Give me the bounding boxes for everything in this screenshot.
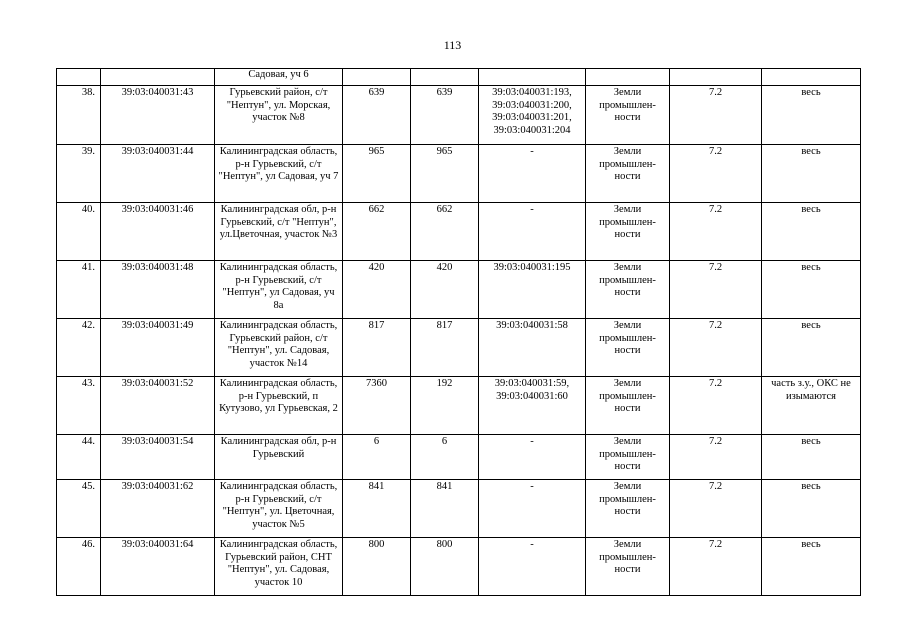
- table-row: [57, 377, 861, 435]
- cell-extent: весь: [762, 435, 861, 480]
- cell-extent: весь: [762, 319, 861, 377]
- cell-extent: весь: [762, 203, 861, 261]
- cell-cadastral: 39:03:040031:48: [101, 261, 215, 319]
- cell-objects: -: [479, 435, 586, 480]
- cell-objects: 39:03:040031:58: [479, 319, 586, 377]
- cell-area-total: 817: [343, 319, 411, 377]
- cell-area-total: [343, 69, 411, 86]
- cell-category: Земли промышлен-ности: [586, 538, 670, 596]
- cell-area-total: 662: [343, 203, 411, 261]
- cell-cadastral: 39:03:040031:54: [101, 435, 215, 480]
- cell-area-total: 639: [343, 86, 411, 145]
- cell-category: Земли промышлен-ности: [586, 203, 670, 261]
- cell-cadastral: 39:03:040031:49: [101, 319, 215, 377]
- cell-code: [670, 69, 762, 86]
- land-plot-table: [56, 68, 861, 596]
- cell-code: 7.2: [670, 435, 762, 480]
- cell-category: Земли промышлен-ности: [586, 319, 670, 377]
- cell-objects: -: [479, 480, 586, 538]
- table-row: [57, 203, 861, 261]
- table-row: [57, 145, 861, 203]
- cell-cadastral: 39:03:040031:43: [101, 86, 215, 145]
- cell-num: 38.: [57, 86, 101, 145]
- cell-extent: весь: [762, 86, 861, 145]
- cell-extent: весь: [762, 145, 861, 203]
- cell-address: Калининградская область, р-н Гурьевский, п Кутузово, ул Гурьевская, 2: [215, 377, 343, 435]
- cell-address: Садовая, уч 6: [215, 69, 343, 86]
- cell-area-seized: 965: [411, 145, 479, 203]
- cell-area-seized: 841: [411, 480, 479, 538]
- cell-cadastral: 39:03:040031:44: [101, 145, 215, 203]
- page-number: 113: [443, 38, 462, 52]
- cell-num: 46.: [57, 538, 101, 596]
- cell-objects: [479, 69, 586, 86]
- cell-cadastral: 39:03:040031:46: [101, 203, 215, 261]
- cell-code: 7.2: [670, 480, 762, 538]
- cell-cadastral: 39:03:040031:52: [101, 377, 215, 435]
- cell-extent: весь: [762, 538, 861, 596]
- cell-category: [586, 69, 670, 86]
- table-row-continuation: [57, 69, 861, 86]
- cell-category: Земли промышлен-ности: [586, 480, 670, 538]
- table-row: [57, 435, 861, 480]
- table-row: [57, 319, 861, 377]
- cell-objects: -: [479, 538, 586, 596]
- cell-address: Калининградская область, р-н Гурьевский, с/т "Нептун", ул Садовая, уч 8а: [215, 261, 343, 319]
- cell-area-total: 6: [343, 435, 411, 480]
- cell-area-total: 420: [343, 261, 411, 319]
- cell-area-seized: 817: [411, 319, 479, 377]
- cell-extent: [762, 69, 861, 86]
- cell-area-seized: 6: [411, 435, 479, 480]
- cell-num: 41.: [57, 261, 101, 319]
- cell-num: 43.: [57, 377, 101, 435]
- cell-address: Калининградская область, р-н Гурьевский, с/т "Нептун", ул. Цветочная, участок №5: [215, 480, 343, 538]
- cell-num: 45.: [57, 480, 101, 538]
- cell-area-seized: 800: [411, 538, 479, 596]
- cell-code: 7.2: [670, 145, 762, 203]
- cell-code: 7.2: [670, 319, 762, 377]
- cell-num: 44.: [57, 435, 101, 480]
- cell-area-total: 965: [343, 145, 411, 203]
- table-row: [57, 480, 861, 538]
- cell-extent: весь: [762, 480, 861, 538]
- cell-code: 7.2: [670, 86, 762, 145]
- cell-code: 7.2: [670, 377, 762, 435]
- table-row: [57, 538, 861, 596]
- cell-category: Земли промышлен-ности: [586, 145, 670, 203]
- table-row: [57, 86, 861, 145]
- cell-address: Калининградская обл, р-н Гурьевский, с/т "Нептун", ул.Цветочная, участок №3: [215, 203, 343, 261]
- cell-address: Калининградская область, Гурьевский район, СНТ "Нептун", ул. Садовая, участок 10: [215, 538, 343, 596]
- cell-cadastral: 39:03:040031:64: [101, 538, 215, 596]
- cell-num: 42.: [57, 319, 101, 377]
- cell-objects: 39:03:040031:193, 39:03:040031:200, 39:03:040031:201, 39:03:040031:204: [479, 86, 586, 145]
- cell-address: Калининградская обл, р-н Гурьевский: [215, 435, 343, 480]
- cell-cadastral: 39:03:040031:62: [101, 480, 215, 538]
- cell-objects: -: [479, 145, 586, 203]
- cell-area-seized: 420: [411, 261, 479, 319]
- cell-area-total: 800: [343, 538, 411, 596]
- cell-area-seized: 639: [411, 86, 479, 145]
- cell-objects: -: [479, 203, 586, 261]
- cell-category: Земли промышлен-ности: [586, 261, 670, 319]
- cell-code: 7.2: [670, 203, 762, 261]
- cell-area-seized: [411, 69, 479, 86]
- cell-code: 7.2: [670, 538, 762, 596]
- cell-address: Гурьевский район, с/т "Нептун", ул. Морская, участок №8: [215, 86, 343, 145]
- cell-address: Калининградская область, Гурьевский район, с/т "Нептун", ул. Садовая, участок №14: [215, 319, 343, 377]
- table-row: [57, 261, 861, 319]
- cell-objects: 39:03:040031:195: [479, 261, 586, 319]
- cell-extent: часть з.у., ОКС не изымаются: [762, 377, 861, 435]
- cell-area-seized: 192: [411, 377, 479, 435]
- cell-code: 7.2: [670, 261, 762, 319]
- cell-cadastral: [101, 69, 215, 86]
- cell-category: Земли промышлен-ности: [586, 86, 670, 145]
- cell-category: Земли промышлен-ности: [586, 377, 670, 435]
- cell-num: 40.: [57, 203, 101, 261]
- cell-num: [57, 69, 101, 86]
- cell-category: Земли промышлен-ности: [586, 435, 670, 480]
- cell-num: 39.: [57, 145, 101, 203]
- cell-area-total: 7360: [343, 377, 411, 435]
- cell-area-seized: 662: [411, 203, 479, 261]
- cell-extent: весь: [762, 261, 861, 319]
- cell-area-total: 841: [343, 480, 411, 538]
- cell-objects: 39:03:040031:59, 39:03:040031:60: [479, 377, 586, 435]
- cell-address: Калининградская область, р-н Гурьевский, с/т "Нептун", ул Садовая, уч 7: [215, 145, 343, 203]
